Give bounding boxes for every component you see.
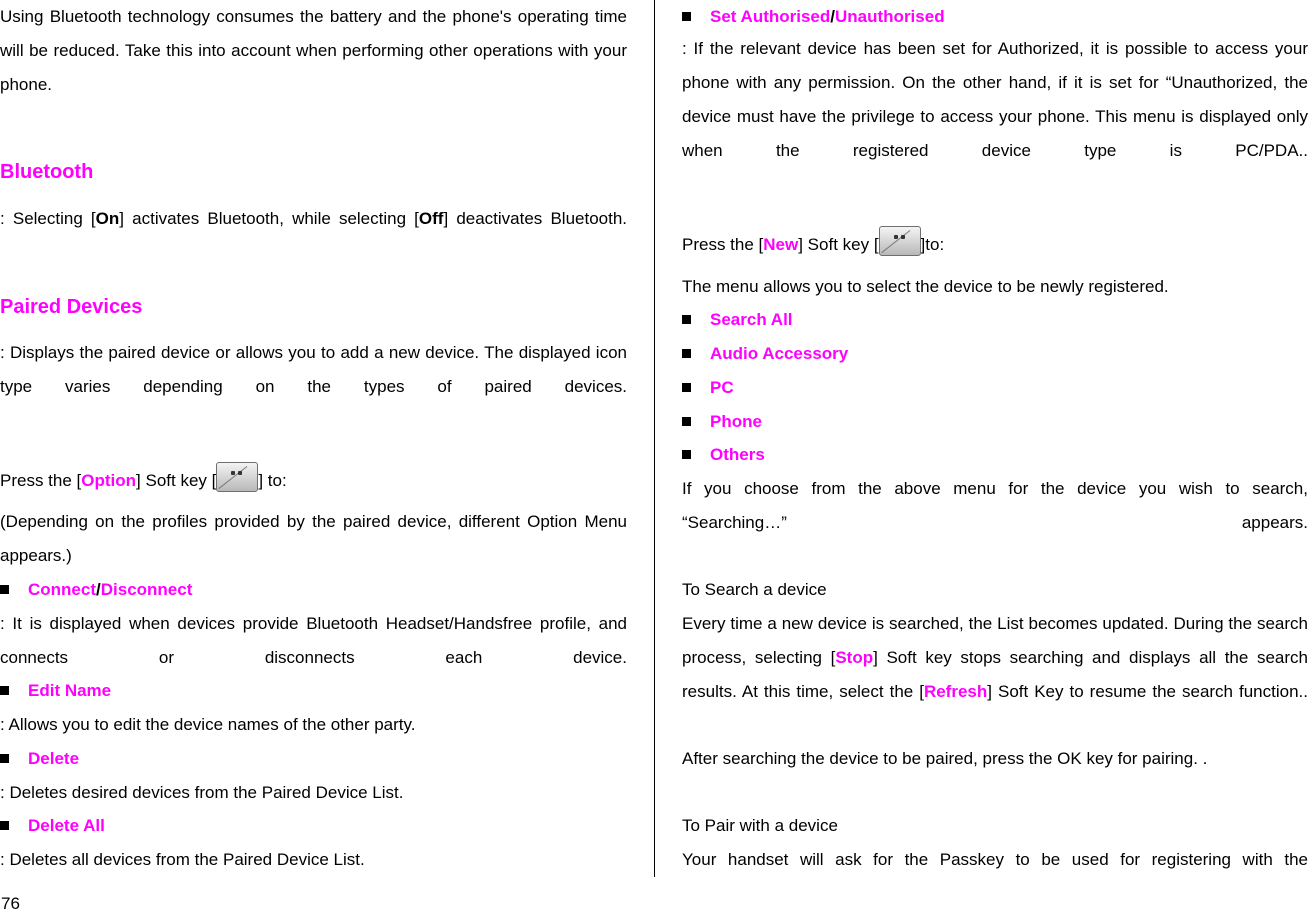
search-device-desc: Every time a new device is searched, the List becomes updated. During the search process, selecting [Stop] Soft key stops searching and displays all the search results. At this time, select the [Refresh] Soft Key to resume the search function.. — [682, 614, 1308, 701]
edit-name-item: Edit Name — [0, 674, 111, 708]
bullet-square-icon — [682, 383, 691, 392]
soft-key-icon — [879, 226, 921, 256]
bluetooth-desc: : Selecting [On] activates Bluetooth, while selecting [Off] deactivates Bluetooth. — [0, 209, 628, 228]
bullet-square-icon — [682, 315, 691, 324]
search-device-heading: To Search a device — [682, 580, 827, 599]
after-search-desc: After searching the device to be paired, press the OK key for pairing. . — [682, 749, 1208, 768]
menu-item-search-all: Search All — [682, 303, 793, 337]
authorised-desc: : If the relevant device has been set for Authorized, it is possible to access your phone with any permission. On the other hand, if it is set for “Unauthorized, the device must have the privilege to access your phone. This menu is displayed only when the registered device type is PC/PDA.. — [682, 39, 1308, 160]
bullet-square-icon — [682, 450, 691, 459]
delete-desc: : Deletes desired devices from the Paired Device List. — [0, 783, 404, 802]
option-press-line: Press the [Option] Soft key [ ] to: — [0, 462, 627, 498]
menu-item-audio-accessory: Audio Accessory — [682, 337, 848, 371]
bullet-square-icon — [682, 349, 691, 358]
menu-item-pc: PC — [682, 371, 734, 405]
delete-all-item: Delete All — [0, 809, 105, 843]
soft-key-icon — [216, 462, 258, 492]
paired-devices-desc: : Displays the paired device or allows you to add a new device. The displayed icon type varies depending on the types of paired devices. — [0, 343, 627, 396]
battery-note: Using Bluetooth technology consumes the battery and the phone's operating time will be reduced. Take this into account when performing other operations with your phone. — [0, 7, 627, 94]
column-divider — [654, 0, 655, 877]
searching-desc: If you choose from the above menu for the device you wish to search, “Searching…” appears. — [682, 479, 1308, 532]
pair-device-heading: To Pair with a device — [682, 816, 838, 835]
menu-item-others: Others — [682, 438, 765, 472]
option-note: (Depending on the profiles provided by the paired device, different Option Menu appears.) — [0, 512, 627, 565]
bluetooth-heading: Bluetooth — [0, 161, 94, 183]
bullet-square-icon — [0, 754, 9, 763]
bullet-square-icon — [0, 686, 9, 695]
connect-disconnect-item: Connect/Disconnect — [0, 573, 192, 607]
set-authorised-item: Set Authorised/Unauthorised — [682, 0, 945, 34]
bullet-square-icon — [0, 821, 9, 830]
new-press-line: Press the [New] Soft key [ ]to: — [682, 226, 1308, 262]
pair-device-desc: Your handset will ask for the Passkey to be used for registering with the — [682, 850, 1308, 869]
page-number: 76 — [1, 894, 20, 913]
menu-desc: The menu allows you to select the device to be newly registered. — [682, 277, 1169, 296]
menu-item-phone: Phone — [682, 405, 762, 439]
delete-item: Delete — [0, 742, 79, 776]
delete-all-desc: : Deletes all devices from the Paired Device List. — [0, 850, 365, 869]
edit-name-desc: : Allows you to edit the device names of the other party. — [0, 715, 416, 734]
paired-devices-heading: Paired Devices — [0, 296, 143, 318]
bullet-square-icon — [682, 417, 691, 426]
bullet-square-icon — [682, 12, 691, 21]
bullet-square-icon — [0, 585, 9, 594]
connect-desc: : It is displayed when devices provide Bluetooth Headset/Handsfree profile, and connects or disconnects each device. — [0, 614, 627, 667]
